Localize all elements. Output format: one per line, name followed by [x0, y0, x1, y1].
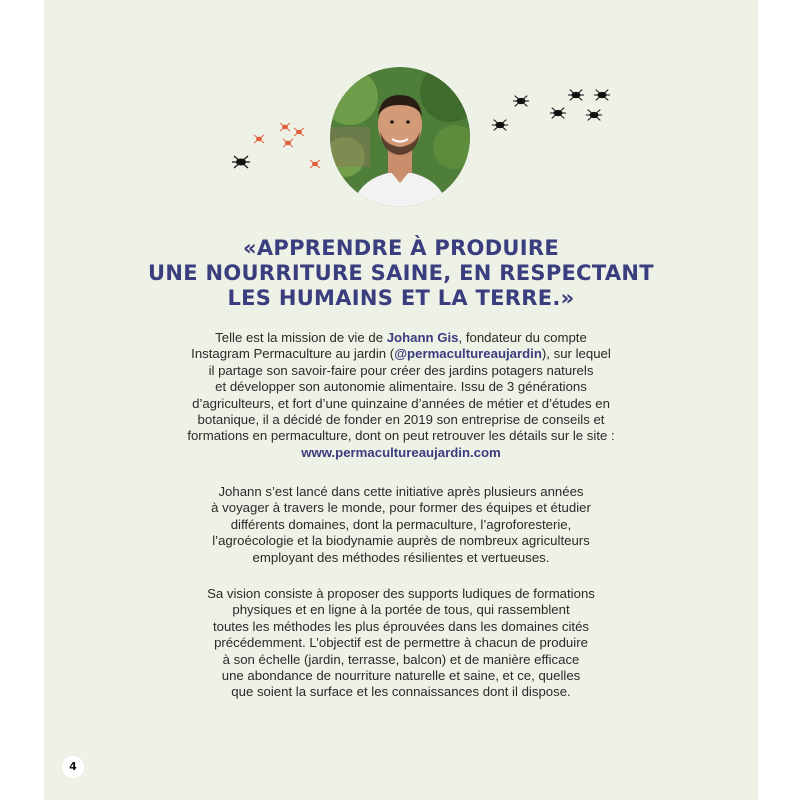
website-link[interactable]: www.permacultureaujardin.com	[301, 444, 501, 460]
text-line: à son échelle (jardin, terrasse, balcon) et de manière efficace	[222, 651, 580, 667]
ant-icon	[308, 158, 322, 170]
text-line: Sa vision consiste à proposer des supports ludiques de formations	[207, 586, 595, 601]
ant-icon	[548, 104, 568, 122]
text-line: employant des méthodes résilientes et vertueuses.	[252, 549, 550, 565]
ant-icon	[584, 106, 604, 124]
ant-icon	[490, 116, 510, 134]
text-fragment: ), sur lequel	[541, 346, 611, 362]
founder-name: Johann Gis	[386, 330, 459, 345]
ant-icon	[281, 137, 295, 149]
text-fragment: Telle est la mission de vie de	[215, 330, 387, 345]
text-fragment: Instagram Permaculture au jardin (	[191, 346, 395, 362]
text-line	[44, 346, 758, 362]
ant-icon	[592, 86, 612, 104]
text-line	[44, 330, 758, 346]
text-line: précédemment. L’objectif est de permettre à chacun de produire	[214, 635, 588, 651]
ant-icon	[511, 92, 531, 110]
page-number: 4	[62, 756, 84, 778]
text-line: toutes les méthodes les plus éprouvées dans les domaines cités	[212, 618, 590, 634]
text-line: que soient la surface et les connaissances dont il dispose.	[231, 684, 571, 700]
text-line: l’agroécologie et la biodynamie auprès de nombreux agriculteurs	[212, 533, 590, 549]
paragraph-journey	[44, 484, 758, 566]
paragraph-vision	[44, 586, 758, 701]
instagram-handle[interactable]: @permacultureaujardin	[394, 346, 542, 362]
text-line: et développer son autonomie alimentaire. Issu de 3 générations	[215, 379, 587, 395]
paragraph-intro	[44, 330, 758, 461]
text-line: d’agriculteurs, et fort d’une quinzaine d’années de métier et d’études en	[192, 395, 610, 411]
text-line: une abondance de nourriture naturelle et saine, et ce, quelles	[221, 668, 581, 684]
text-line: botanique, il a décidé de fonder en 2019 son entreprise de conseils et	[197, 412, 605, 428]
text-line: formations en permaculture, dont on peut retrouver les détails sur le site :	[187, 428, 615, 444]
quote-line: «APPRENDRE À PRODUIRE	[242, 236, 560, 260]
quote-heading	[44, 236, 758, 311]
text-line: il partage son savoir-faire pour créer des jardins potagers naturels	[208, 362, 594, 378]
quote-line: LES HUMAINS ET LA TERRE.»	[227, 286, 575, 310]
portrait-photo	[330, 67, 470, 207]
text-line: physiques et en ligne à la portée de tous, qui rassemblent	[232, 602, 570, 618]
ant-icon	[278, 121, 292, 133]
text-fragment: , fondateur du compte	[458, 330, 587, 345]
ant-icon	[230, 152, 252, 172]
ant-icon	[252, 133, 266, 145]
text-line: à voyager à travers le monde, pour former des équipes et étudier	[211, 500, 591, 516]
text-line: différents domaines, dont la permaculture, l’agroforesterie,	[230, 516, 572, 532]
ant-icon	[566, 86, 586, 104]
text-line: Johann s’est lancé dans cette initiative après plusieurs années	[218, 484, 584, 499]
quote-line: UNE NOURRITURE SAINE, EN RESPECTANT	[148, 261, 654, 285]
